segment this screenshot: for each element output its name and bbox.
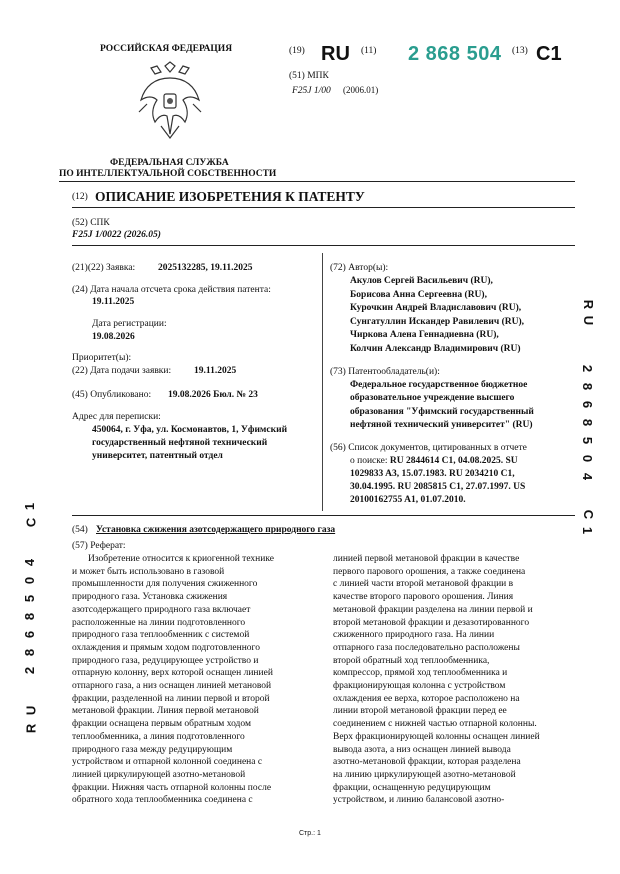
owner-line: образовательное учреждение высшего bbox=[350, 393, 515, 404]
side-char: 1 bbox=[580, 526, 596, 535]
abstract-label: (57) Реферат: bbox=[72, 541, 126, 551]
abstract-line: природного газа теплообменник с системой bbox=[72, 630, 250, 641]
abstract-line: промышленности для получения сжиженного bbox=[72, 579, 258, 590]
side-char: 0 bbox=[22, 576, 38, 585]
invention-code: (54) bbox=[72, 525, 88, 535]
abstract-line: обратного хода теплообменника соединена с bbox=[72, 795, 253, 806]
side-char: 5 bbox=[580, 436, 596, 445]
abstract-line: фракции, оснащенную редуцирующим bbox=[333, 782, 491, 793]
docs-list bbox=[350, 468, 525, 507]
patent-number: 2 868 504 bbox=[408, 43, 502, 65]
abstract-line: отпарного газа последовательно расположены bbox=[333, 642, 520, 653]
abstract-right-column bbox=[333, 553, 567, 807]
abstract-line: линией первой метановой фракции в качестве bbox=[333, 554, 520, 564]
author-name: Колчин Александр Владимирович (RU) bbox=[350, 343, 521, 354]
abstract-line: природного газа. Установка сжижения bbox=[72, 592, 228, 603]
abstract-line: второй обратный ход теплообменника, bbox=[333, 655, 490, 666]
side-char: 8 bbox=[580, 382, 596, 391]
abstract-line: Верх фракционирующей колонны оснащен линией bbox=[333, 731, 540, 742]
address-block bbox=[92, 424, 287, 463]
abstract-line: азотсодержащего природного газа включает bbox=[72, 604, 251, 615]
owner-line: Федеральное государственное бюджетное bbox=[350, 380, 528, 390]
docs-label bbox=[330, 442, 527, 468]
side-char: C bbox=[581, 509, 597, 520]
author-name: Борисова Анна Сергеевна (RU), bbox=[350, 289, 487, 300]
side-char: 2 bbox=[580, 364, 596, 373]
abstract-line: вывода азота, а низ оснащен линией вывода bbox=[333, 744, 511, 755]
owner-label: (73) Патентообладатель(и): bbox=[330, 367, 440, 377]
column-divider bbox=[322, 253, 323, 511]
owner-block bbox=[350, 379, 534, 432]
side-char: 8 bbox=[580, 418, 596, 427]
authors-list bbox=[350, 275, 524, 357]
side-char: 0 bbox=[580, 454, 596, 463]
abstract-line: фракционирующая колонна с устройством bbox=[333, 681, 506, 692]
docs-label-line: о поиске: bbox=[350, 456, 388, 466]
docs-first: RU 2844614 C1, 04.08.2025. SU bbox=[389, 456, 518, 466]
cpc-value: F25J 1/0022 (2026.05) bbox=[72, 230, 161, 240]
side-char: 8 bbox=[22, 648, 38, 657]
address-line: 450064, г. Уфа, ул. Космонавтов, 1, Уфимский bbox=[92, 425, 288, 435]
title-rule bbox=[72, 207, 575, 208]
abstract-line: природного газа между редуцирующим bbox=[72, 744, 233, 755]
address-label: Адрес для переписки: bbox=[72, 412, 161, 422]
address-line: государственный нефтяной технический bbox=[92, 438, 268, 448]
abstract-line: первого парового орошения, а также соединена bbox=[333, 566, 526, 577]
side-char: C bbox=[23, 517, 39, 528]
application-label: (21)(22) Заявка: bbox=[72, 263, 136, 273]
authors-label: (72) Автор(ы): bbox=[330, 263, 389, 273]
code-19: (19) bbox=[289, 46, 305, 56]
doc-line: 20100162755 A1, 01.07.2010. bbox=[350, 495, 466, 505]
agency-line-2: ПО ИНТЕЛЛЕКТУАЛЬНОЙ СОБСТВЕННОСТИ bbox=[59, 169, 277, 179]
abstract-line: линией циркулирующей азотно-метановой bbox=[72, 769, 246, 780]
priority-label: Приоритет(ы): bbox=[72, 353, 132, 363]
abstract-line: Изобретение относится к криогенной технике bbox=[88, 554, 274, 564]
author-name: Сунгатуллин Искандер Равилевич (RU), bbox=[350, 316, 525, 327]
abstract-line: второй метановой фракции и дезазотированного bbox=[333, 617, 530, 628]
address-line: университет, патентный отдел bbox=[92, 451, 223, 461]
side-char: 2 bbox=[22, 666, 38, 675]
mpk-class: F25J 1/00 bbox=[292, 86, 331, 96]
doc-line: 1029833 A3, 15.07.1983. RU 2034210 C1, bbox=[350, 469, 515, 479]
abstract-line: на линию циркулирующей азотно-метановой bbox=[333, 769, 516, 780]
code-11: (11) bbox=[361, 46, 377, 56]
side-char: 4 bbox=[22, 558, 38, 567]
abstract-line: линии второй метановой фракции перед ее bbox=[333, 706, 507, 717]
abstract-line: сжиженного природного газа. На линии bbox=[333, 630, 495, 641]
abstract-line: азотно-метановой фракции, которая разделена bbox=[333, 757, 521, 768]
cpc-label: (52) СПК bbox=[72, 218, 110, 228]
published-value: 19.08.2026 Бюл. № 23 bbox=[168, 390, 258, 400]
abstract-line: природного газа, редуцирующее устройство и bbox=[72, 655, 259, 666]
application-value: 2025132285, 19.11.2025 bbox=[158, 263, 253, 273]
filing-label: (22) Дата подачи заявки: bbox=[72, 366, 172, 376]
abstract-line: метановой фракции разделена на линии первой и bbox=[333, 604, 533, 615]
start-value: 19.11.2025 bbox=[92, 297, 135, 307]
header-rule bbox=[59, 181, 575, 182]
abstract-line: теплообменника, а линия подготовленного bbox=[72, 731, 245, 742]
start-label: (24) Дата начала отсчета срока действия патента: bbox=[72, 285, 271, 295]
abstract-line: метановой фракции. Линия первой метановой bbox=[72, 706, 259, 717]
cpc-rule bbox=[72, 245, 575, 246]
abstract-line: расположенные на линии подготовленного bbox=[72, 617, 246, 628]
side-char: 6 bbox=[580, 400, 596, 409]
abstract-left-column bbox=[72, 553, 304, 807]
reg-value: 19.08.2026 bbox=[92, 332, 135, 342]
author-name: Акулов Сергей Васильевич (RU), bbox=[350, 276, 493, 286]
document-title: ОПИСАНИЕ ИЗОБРЕТЕНИЯ К ПАТЕНТУ bbox=[95, 189, 365, 204]
abstract-line: и может быть использовано в газовой bbox=[72, 566, 225, 577]
author-name: Чиркова Алена Геннадиевна (RU), bbox=[350, 330, 499, 341]
abstract-line: устройством, и линию балансовой азотно- bbox=[333, 795, 505, 806]
author-name: Курочкин Андрей Владиславович (RU), bbox=[350, 303, 522, 314]
code-13: (13) bbox=[512, 46, 528, 56]
abstract-line: отпарного газа, а низ оснащен линией метановой bbox=[72, 681, 272, 692]
side-char: 8 bbox=[22, 612, 38, 621]
abstract-line: компрессор, прямой ход теплообменника и bbox=[333, 668, 508, 679]
side-char: 4 bbox=[580, 472, 596, 481]
side-char: U bbox=[581, 315, 597, 326]
docs-label-line: (56) Список документов, цитированных в отчете bbox=[330, 443, 527, 453]
reg-label: Дата регистрации: bbox=[92, 319, 167, 329]
side-char: R bbox=[23, 723, 39, 734]
owner-line: нефтяной технический университет" (RU) bbox=[350, 419, 533, 430]
side-char: 6 bbox=[22, 630, 38, 639]
abstract-line: фракции оснащена первым обратным ходом bbox=[72, 719, 251, 730]
bib-rule bbox=[72, 515, 575, 516]
abstract-line: охлаждения ее верха, которое расположено на bbox=[333, 693, 520, 704]
kind-code: C1 bbox=[536, 43, 562, 65]
abstract-line: охлаждения и прямым ходом подготовленного bbox=[72, 642, 260, 653]
owner-line: образования "Уфимский государственный bbox=[350, 406, 534, 417]
abstract-line: качестве второго парового орошения. Линия bbox=[333, 592, 514, 603]
doc-line: 30.04.1995. RU 2085815 C1, 27.07.1997. US bbox=[350, 482, 526, 492]
page-number: Стр.: 1 bbox=[299, 830, 321, 837]
side-char: 5 bbox=[22, 594, 38, 603]
agency-line-1: ФЕДЕРАЛЬНАЯ СЛУЖБА bbox=[110, 158, 229, 168]
filing-value: 19.11.2025 bbox=[194, 366, 237, 376]
title-code: (12) bbox=[72, 192, 88, 202]
abstract-line: фракции. Нижняя часть отпарной колонны после bbox=[72, 782, 272, 793]
country-name: РОССИЙСКАЯ ФЕДЕРАЦИЯ bbox=[100, 44, 233, 54]
abstract-line: устройством и отпарной колонной соединена с bbox=[72, 757, 263, 768]
mpk-label: (51) МПК bbox=[289, 71, 329, 81]
abstract-line: фракции, разделенной на линии первой и второй bbox=[72, 693, 270, 704]
coat-of-arms-icon bbox=[135, 60, 205, 140]
country-code: RU bbox=[321, 43, 350, 65]
side-char: U bbox=[23, 705, 39, 716]
invention-title: Установка сжижения азотсодержащего природного газа bbox=[96, 525, 336, 535]
mpk-date: (2006.01) bbox=[343, 85, 379, 95]
abstract-line: соединением с нижней частью отпарной колонны. bbox=[333, 719, 537, 730]
abstract-line: отпарную колонну, верх которой оснащен линией bbox=[72, 668, 273, 679]
side-char: 1 bbox=[22, 502, 38, 511]
side-char: R bbox=[581, 299, 597, 310]
published-label: (45) Опубликовано: bbox=[72, 390, 152, 400]
abstract-line: с линией части второй метановой фракции в bbox=[333, 579, 514, 590]
